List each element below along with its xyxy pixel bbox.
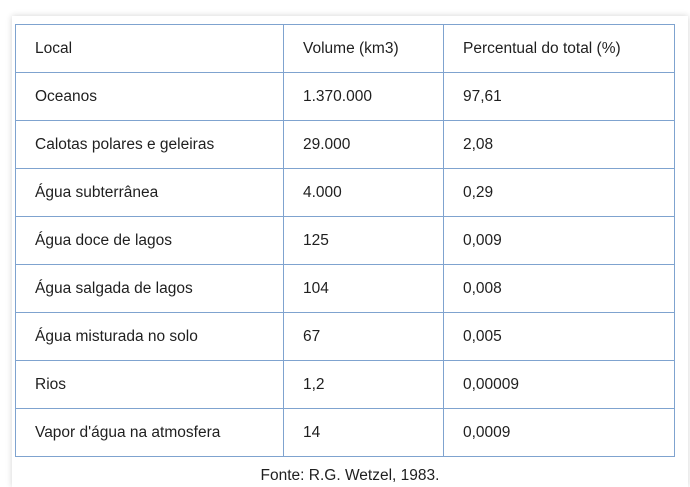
cell-volume: 14 (284, 409, 444, 457)
cell-percent: 0,008 (444, 265, 675, 313)
table-row (16, 121, 675, 169)
table-row (16, 361, 675, 409)
table-source-caption: Fonte: R.G. Wetzel, 1983. (260, 467, 440, 484)
water-distribution-table (15, 24, 675, 457)
cell-volume: 104 (284, 265, 444, 313)
table-row (16, 217, 675, 265)
cell-local: Água subterrânea (16, 169, 284, 217)
cell-percent: 0,00009 (444, 361, 675, 409)
header-local: Local (16, 25, 284, 73)
table-row (16, 73, 675, 121)
header-percent: Percentual do total (%) (444, 25, 675, 73)
table-row (16, 265, 675, 313)
cell-percent: 0,009 (444, 217, 675, 265)
cell-local: Água salgada de lagos (16, 265, 284, 313)
cell-percent: 97,61 (444, 73, 675, 121)
table-row (16, 313, 675, 361)
cell-local: Oceanos (16, 73, 284, 121)
cell-volume: 125 (284, 217, 444, 265)
cell-percent: 0,0009 (444, 409, 675, 457)
cell-volume: 1.370.000 (284, 73, 444, 121)
cell-local: Água doce de lagos (16, 217, 284, 265)
cell-percent: 0,29 (444, 169, 675, 217)
table-card (12, 16, 688, 487)
cell-local: Calotas polares e geleiras (16, 121, 284, 169)
cell-volume: 67 (284, 313, 444, 361)
cell-local: Vapor d'água na atmosfera (16, 409, 284, 457)
table-row (16, 409, 675, 457)
table-row (16, 169, 675, 217)
cell-percent: 2,08 (444, 121, 675, 169)
cell-percent: 0,005 (444, 313, 675, 361)
header-volume: Volume (km3) (284, 25, 444, 73)
table-header-row (16, 25, 675, 73)
cell-volume: 1,2 (284, 361, 444, 409)
cell-volume: 29.000 (284, 121, 444, 169)
cell-volume: 4.000 (284, 169, 444, 217)
cell-local: Rios (16, 361, 284, 409)
cell-local: Água misturada no solo (16, 313, 284, 361)
